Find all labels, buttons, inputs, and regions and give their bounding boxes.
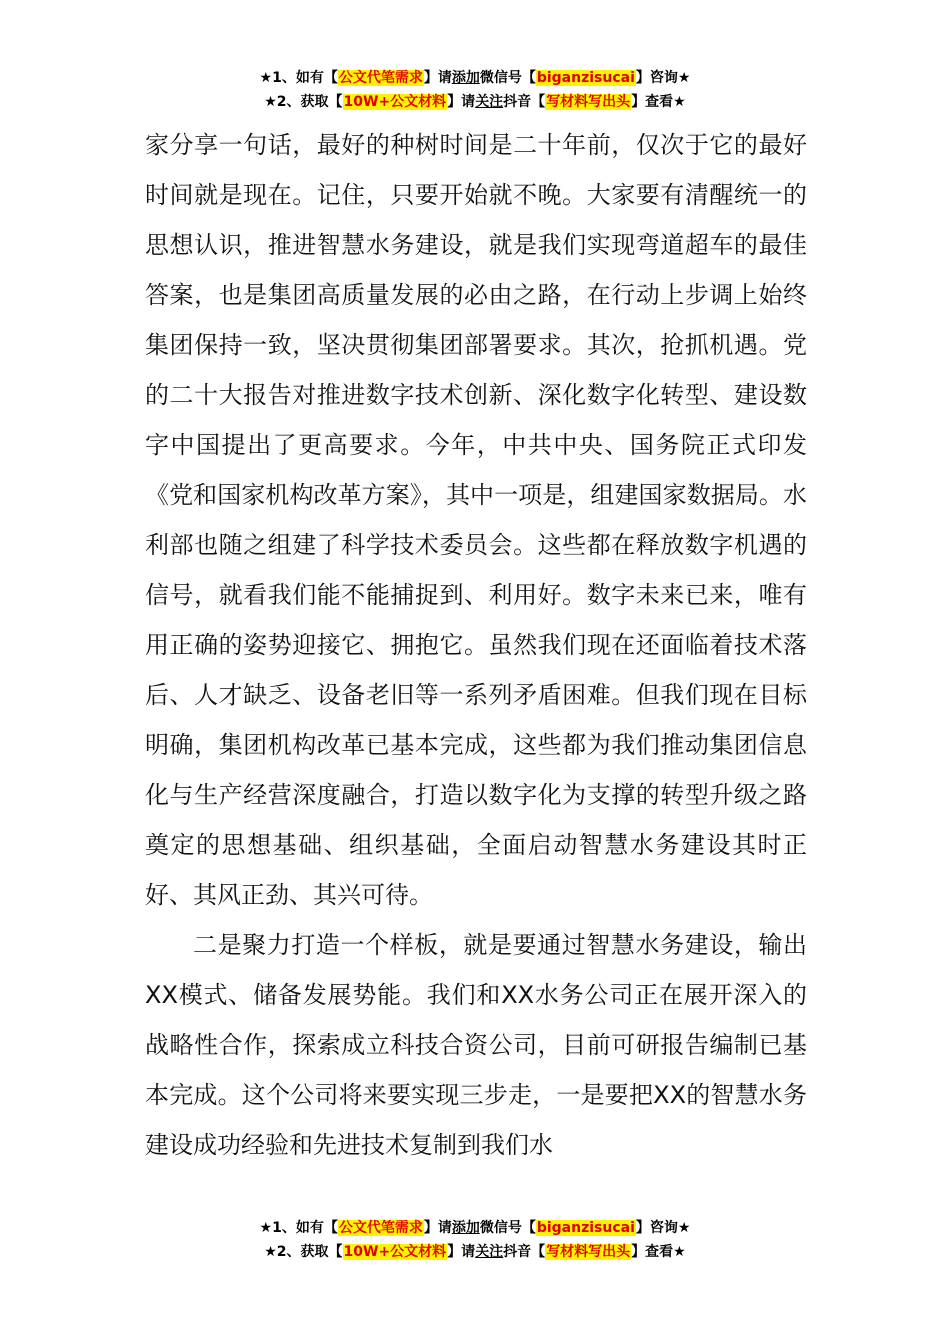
banner-text: 微信号【	[479, 1220, 536, 1236]
highlight-materials: 10W+公文材料	[343, 94, 447, 110]
banner-text: ★2、获取【	[264, 94, 343, 110]
header-banner-line-2	[0, 90, 950, 114]
banner-text: 】请	[423, 70, 452, 86]
banner-emphasis: 关注	[475, 1244, 504, 1260]
banner-text: 】请	[447, 1244, 476, 1260]
banner-text: 】咨询★	[635, 1220, 691, 1236]
banner-text: 】查看★	[631, 1244, 686, 1260]
banner-text: 抖音【	[503, 1244, 546, 1260]
banner-text: 】咨询★	[635, 70, 691, 86]
highlight-materials: 10W+公文材料	[343, 1244, 447, 1260]
banner-text: 】请	[423, 1220, 452, 1236]
paragraph: 家分享一句话，最好的种树时间是二十年前，仅次于它的最好时间就是现在。记住，只要开始就不晚。大家要有清醒统一的思想认识，推进智慧水务建设，就是我们实现弯道超车的最佳答案，也是集团高质量发展的必由之路，在行动上步调上始终集团保持一致，坚决贯彻集团部署要求。其次，抢抓机遇。党的二十大报告对推进数字技术创新、深化数字化转型、建设数字中国提出了更高要求。今年，中共中央、国务院正式印发《党和国家机构改革方案》，其中一项是，组建国家数据局。水利部也随之组建了科学技术委员会。这些都在释放数字机遇的信号，就看我们能不能捕捉到、利用好。数字未来已来，唯有用正确的姿势迎接它、拥抱它。虽然我们现在还面临着技术落后、人才缺乏、设备老旧等一系列矛盾困难。但我们现在目标明确，集团机构改革已基本完成，这些都为我们推动集团信息化与生产经营深度融合，打造以数字化为支撑的转型升级之路奠定的思想基础、组织基础，全面启动智慧水务建设其时正好、其风正劲、其兴可待。	[145, 131, 807, 909]
banner-emphasis: 添加	[451, 1220, 480, 1236]
banner-text: 抖音【	[503, 94, 546, 110]
footer-banner-line-2	[0, 1240, 950, 1264]
banner-emphasis: 添加	[451, 70, 480, 86]
header-banner	[0, 66, 950, 114]
banner-text: ★2、获取【	[264, 1244, 343, 1260]
footer-banner	[0, 1216, 950, 1264]
footer-banner-line-1	[0, 1216, 950, 1240]
banner-text: ★1、如有【	[259, 70, 338, 86]
highlight-wechat-id: biganzisucai	[536, 1220, 635, 1236]
header-banner-line-1	[0, 66, 950, 90]
highlight-service: 公文代笔需求	[338, 70, 423, 86]
highlight-douyin-account: 写材料写出头	[546, 94, 631, 110]
document-body	[145, 120, 807, 1170]
highlight-wechat-id: biganzisucai	[536, 70, 635, 86]
banner-text: 】查看★	[631, 94, 686, 110]
banner-text: 】请	[447, 94, 476, 110]
banner-text: ★1、如有【	[259, 1220, 338, 1236]
highlight-douyin-account: 写材料写出头	[546, 1244, 631, 1260]
paragraph: 二是聚力打造一个样板，就是要通过智慧水务建设，输出XX模式、储备发展势能。我们和XX水务公司正在展开深入的战略性合作，探索成立科技合资公司，目前可研报告编制已基本完成。这个公司将来要实现三步走，一是要把XX的智慧水务建设成功经验和先进技术复制到我们水	[145, 931, 807, 1159]
banner-emphasis: 关注	[475, 94, 504, 110]
highlight-service: 公文代笔需求	[338, 1220, 423, 1236]
banner-text: 微信号【	[479, 70, 536, 86]
